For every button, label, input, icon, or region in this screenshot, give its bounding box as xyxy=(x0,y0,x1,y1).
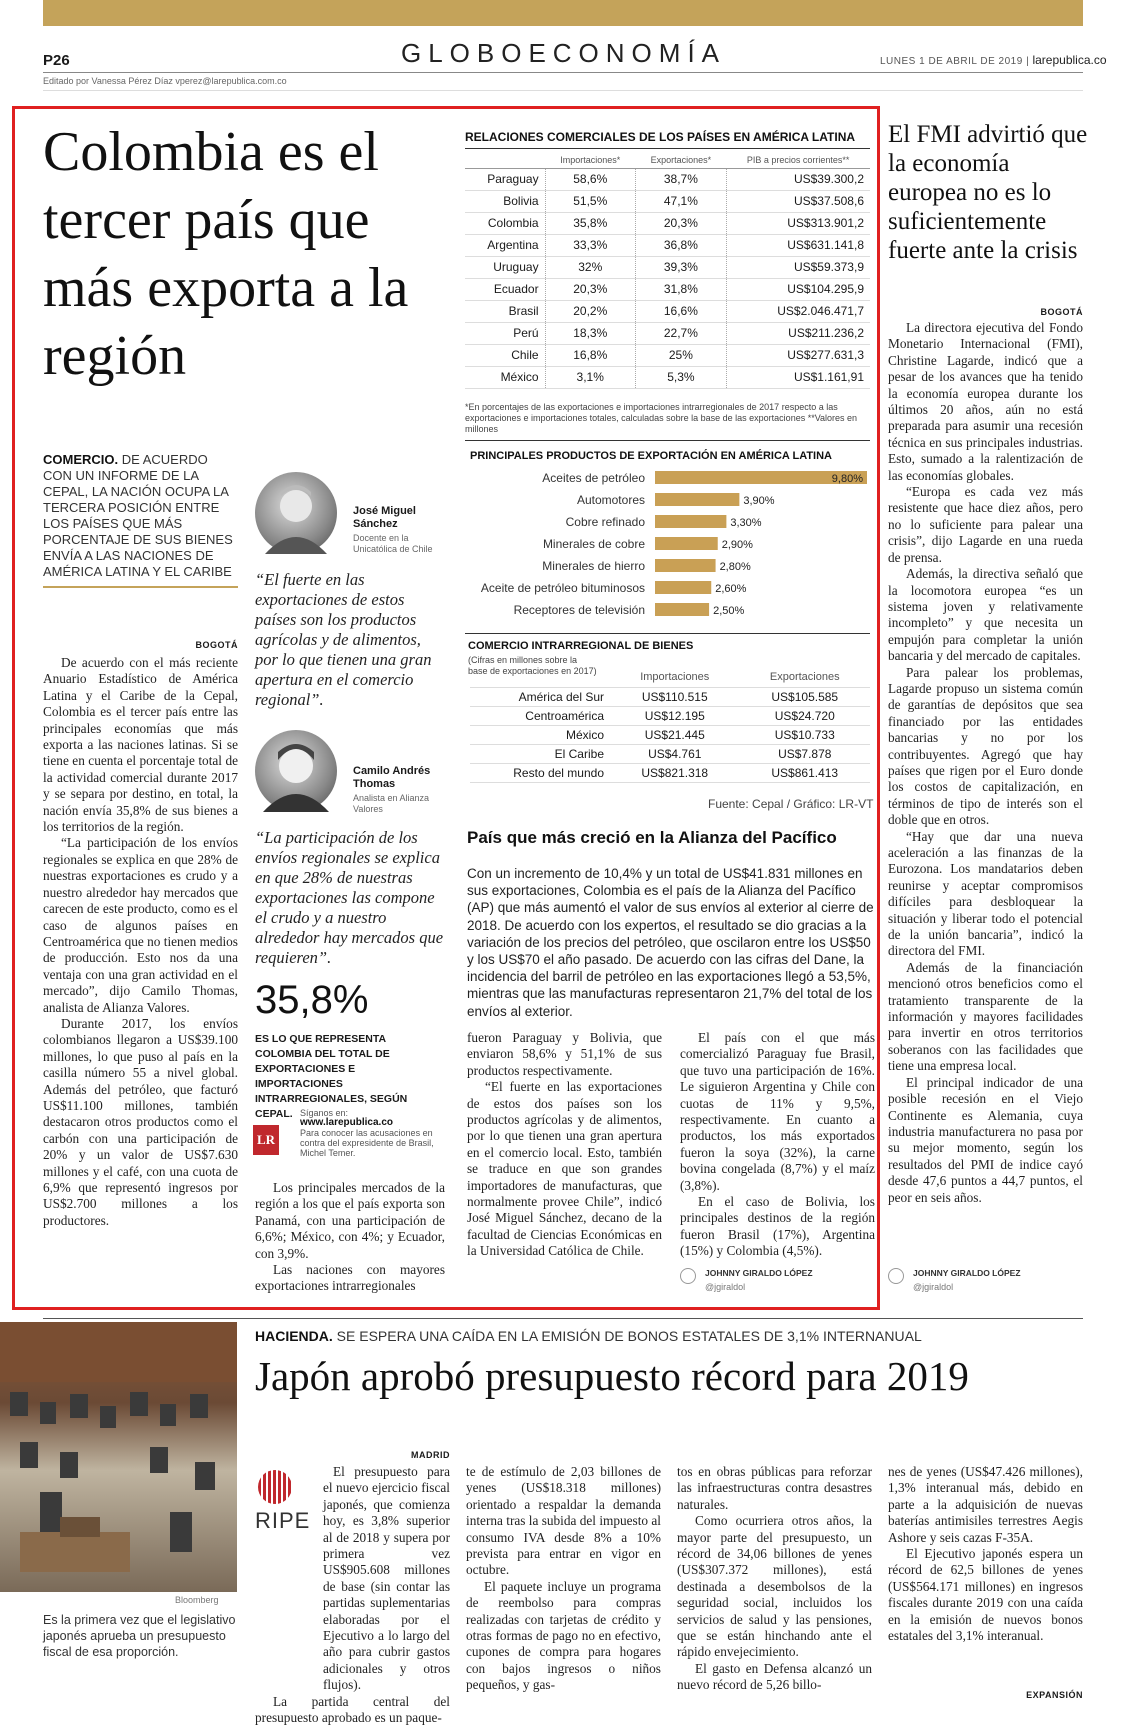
country-cell: Bolivia xyxy=(465,190,545,212)
paragraph: te de estímulo de 2,03 billones de yenes (US$18.318 millones) orientado a respaldar la demanda interna tras la subida del impuesto al consumo IVA desde 8% a 10% prevista para entrar en vigor en octubre. xyxy=(466,1464,661,1578)
chart-source: Fuente: Cepal / Gráfico: LR-VT xyxy=(708,797,874,811)
trade-relations-table xyxy=(465,152,870,389)
side-signature-name: JOHNNY GIRALDO LÓPEZ xyxy=(913,1268,1021,1278)
value-cell: US$861.413 xyxy=(740,763,871,782)
paragraph: nes de yenes (US$47.426 millones), 1,3% interanual más, debido en parte a la adquisición de nuevas baterías antimisiles terrestres Aegis Ashore y seis cazas F-35A. xyxy=(888,1464,1083,1545)
country-cell: Chile xyxy=(465,344,545,366)
value-cell: US$277.631,3 xyxy=(726,344,870,366)
article-col3-bottom xyxy=(467,1030,662,1260)
follow-box xyxy=(300,1108,450,1158)
paragraph: El paquete incluye un programa de reembolso para compras realizadas con tarjetas de crédito y otras formas de pago no en efectivo, cupones de compra para hogares con bajos ingresos o niños pequeños, y gas- xyxy=(466,1578,661,1693)
value-cell: 51,5% xyxy=(545,190,635,212)
bar-value-label: 9,80% xyxy=(831,473,863,485)
lr-logo-icon: LR xyxy=(253,1125,279,1155)
kicker xyxy=(43,452,238,588)
header-rule xyxy=(43,72,1083,73)
stat-value: 35,8% xyxy=(255,978,369,1022)
article-col1 xyxy=(43,655,238,1229)
location-tag: BOGOTÁ xyxy=(195,640,238,650)
bar-category-label: Aceite de petróleo bituminosos xyxy=(480,581,645,595)
region-cell: Resto del mundo xyxy=(470,763,610,782)
person1-role: Docente en la Unicatólica de Chile xyxy=(353,533,433,554)
paragraph: Además de la financiación mencionó otros beneficios como el tratamiento transparente de la información y mayores facilidades para invertir en otros territorios soberanos con las facilidades que tiene una empresa local. xyxy=(888,959,1083,1074)
side-article xyxy=(888,320,1083,1206)
bar-value-label: 3,90% xyxy=(743,495,775,507)
bar xyxy=(655,581,711,594)
paragraph: “El fuerte en las exportaciones de estos dos países son los productos agrícolas y de alimentos, por lo que tienen una gran apertura en el comercio local. Esto, también se traduce en que son grandes importadores de manufacturas, que normalmente provee Chile”, indicó José Miguel Sánchez, decano de la facultad de Ciencias Económicas en la Universidad Católica de Chile. xyxy=(467,1079,662,1259)
table-header-row xyxy=(465,152,870,168)
table2-note: (Cifras en millones sobre la base de exportaciones en 2017) xyxy=(468,655,597,676)
region-cell: México xyxy=(470,725,610,744)
value-cell: US$24.720 xyxy=(740,706,871,725)
export-products-chart xyxy=(465,465,875,625)
photo-caption: Es la primera vez que el legislativo japonés aprueba un presupuesto fiscal de esa proporción. xyxy=(43,1613,236,1659)
value-cell: US$104.295,9 xyxy=(726,278,870,300)
country-cell: Colombia xyxy=(465,212,545,234)
paragraph: Como ocurriera otros años, la mayor parte del presupuesto, un récord de 34,06 billones de yenes (US$307.372 millones), está destinada a desembolsos de la seguridad social, incluidos los servicios de salud y las pensiones, que se están hinchando ante el rápido envejecimiento. xyxy=(677,1513,872,1660)
value-cell: 5,3% xyxy=(635,366,726,388)
bar xyxy=(655,603,709,616)
page-number: P26 xyxy=(43,52,70,69)
avatar-jose-miguel xyxy=(255,472,337,554)
value-cell: US$821.318 xyxy=(610,763,740,782)
value-cell: 3,1% xyxy=(545,366,635,388)
value-cell: US$37.508,6 xyxy=(726,190,870,212)
intraregional-table xyxy=(470,668,870,783)
paragraph: El Ejecutivo japonés espera un récord de 62,5 billones de yenes (US$564.171 millones) en ingresos fiscales durante 2019 con una caída en la emisión de nuevos bonos estatales del 3,1% interanual. xyxy=(888,1546,1083,1644)
col-header: Importaciones xyxy=(610,668,740,687)
value-cell: 16,6% xyxy=(635,300,726,322)
table-row xyxy=(465,212,870,234)
table1-note: *En porcentajes de las exportaciones e importaciones intrarregionales de 2017 respecto a las exportaciones e importaciones totales, calculadas sobre la base de las exportaciones **Valores en millones xyxy=(465,402,858,434)
value-cell: US$631.141,8 xyxy=(726,234,870,256)
lead-paragraph: Con un incremento de 10,4% y un total de US$41.831 millones en sus exportaciones, Colombia es el país de la Alianza del Pacífico (AP) que más aumentó el valor de sus envíos al exterior al cierre de 2018. De acuerdo con los expertos, el resultado se dio gracias a la variación de los precios del petróleo, que oscilaron entre los US$50 y los US$70 el año pasado. De acuerdo con las cifras del Dane, la incidencia del barril de petróleo en las exportaciones llegó a 53,5%, mientras que las manufacturas representaron 21,7% del total de los envíos al exterior. xyxy=(467,866,874,1019)
region-cell: El Caribe xyxy=(470,744,610,763)
col-header: Importaciones* xyxy=(545,152,635,168)
bar xyxy=(655,493,739,506)
side-signature-handle[interactable]: @jgiraldol xyxy=(913,1282,954,1292)
signature-handle[interactable]: @jgiraldol xyxy=(705,1282,746,1292)
value-cell: 25% xyxy=(635,344,726,366)
country-cell: Uruguay xyxy=(465,256,545,278)
value-cell: US$7.878 xyxy=(740,744,871,763)
paragraph: La directora ejecutiva del Fondo Monetario Internacional (FMI), Christine Lagarde, indicó que a pesar de los avances que ha tenido la economía europea durante los últimos 20 años, aún no está preparada para asumir una recesión técnica en sus principales industrias. Esto, sumado a la ralentización de las economías globales. xyxy=(888,320,1083,483)
paragraph: Las naciones con mayores exportaciones intrarregionales xyxy=(255,1262,445,1294)
bar-value-label: 2,80% xyxy=(719,561,751,573)
value-cell: 20,2% xyxy=(545,300,635,322)
paragraph: “Hay que dar una nueva aceleración a las finanzas de la Eurozona. Los mandatarios deben reunirse y aceptar compromisos difíciles para desbloquear la situación y liberar todo el potencial de la unión bancaria”, indicó la directora del FMI. xyxy=(888,828,1083,959)
article-col4-bottom xyxy=(680,1030,875,1260)
country-cell: México xyxy=(465,366,545,388)
dateline: LUNES 1 DE ABRIL DE 2019 | larepublica.co xyxy=(880,53,1107,67)
table-row xyxy=(465,278,870,300)
kicker-label: COMERCIO. xyxy=(43,452,119,467)
table-header-row xyxy=(470,668,870,687)
bar xyxy=(655,515,726,528)
person1-quote: “El fuerte en las exportaciones de estos países son los productos agrícolas y de alimentos, por lo que tienen una gran apertura en el comercio regional”. xyxy=(255,570,432,709)
date: LUNES 1 DE ABRIL DE 2019 xyxy=(880,56,1023,67)
bar-category-label: Cobre refinado xyxy=(565,515,645,529)
table-row xyxy=(470,706,870,725)
bar-category-label: Automotores xyxy=(576,493,645,507)
table-row xyxy=(470,744,870,763)
follow-text: Para conocer las acusaciones en contra del expresidente de Brasil, Michel Temer. xyxy=(300,1128,434,1158)
stat-caption: ES LO QUE REPRESENTA COLOMBIA DEL TOTAL DE EXPORTACIONES E IMPORTACIONES INTRARREGIONALES, SEGÚN CEPAL. xyxy=(255,1033,408,1120)
col-header: PIB a precios corrientes** xyxy=(726,152,870,168)
value-cell: 35,8% xyxy=(545,212,635,234)
section-divider xyxy=(43,1318,1083,1319)
japan-headline: Japón aprobó presupuesto récord para 2019 xyxy=(255,1353,969,1399)
table-row xyxy=(465,366,870,388)
japan-location: MADRID xyxy=(411,1450,450,1460)
section-title: GLOBOECONOMÍA xyxy=(400,38,727,68)
chart-rule xyxy=(465,440,870,441)
paragraph: Los principales mercados de la región a los que el país exporta son Panamá, con una participación de 6,6%; México, con 4%; y Ecuador, con 3,9%. xyxy=(255,1180,445,1261)
paragraph: En el caso de Bolivia, los principales destinos de la región fueron Brasil (17%), Argentina (15%) y Colombia (4,5%). xyxy=(680,1194,875,1259)
bar-category-label: Minerales de hierro xyxy=(542,559,645,573)
bar-category-label: Receptores de televisión xyxy=(513,603,645,617)
person2-role: Analista en Alianza Valores xyxy=(353,793,430,814)
value-cell: US$1.161,91 xyxy=(726,366,870,388)
japan-kicker xyxy=(255,1328,922,1344)
value-cell: 36,8% xyxy=(635,234,726,256)
value-cell: 38,7% xyxy=(635,168,726,190)
paragraph: “Europa es cada vez más resistente que hace diez años, pero no lo suficiente para palear una crisis”, dijo Lagarde en una rueda de prensa. xyxy=(888,484,1083,565)
japan-col1 xyxy=(255,1464,450,1727)
country-cell: Perú xyxy=(465,322,545,344)
region-cell: América del Sur xyxy=(470,687,610,706)
follow-label: Síganos en: xyxy=(300,1108,349,1118)
main-headline: Colombia es el tercer país que más exporta a la región xyxy=(43,121,409,387)
japan-kicker-label: HACIENDA. xyxy=(255,1328,333,1344)
signature-name: JOHNNY GIRALDO LÓPEZ xyxy=(705,1268,813,1278)
bar-value-label: 2,50% xyxy=(713,605,745,617)
table2-title: COMERCIO INTRARREGIONAL DE BIENES xyxy=(468,640,694,652)
avatar-camilo xyxy=(255,730,337,812)
person2-quote: “La participación de los envíos regionales se explica en que 28% de nuestras exportaciones las compone el crudo y a nuestro alrededor hay mercados que requieren”. xyxy=(255,828,444,967)
value-cell: 20,3% xyxy=(545,278,635,300)
ripe-logo-text: RIPE xyxy=(255,1508,311,1533)
paragraph: fueron Paraguay y Bolivia, que enviaron 58,6% y 51,1% de sus productos respectivamente. xyxy=(467,1030,662,1078)
kicker-text: DE ACUERDO CON UN INFORME DE LA CEPAL, LA NACIÓN OCUPA LA TERCERA POSICIÓN ENTRE LOS PAÍSES QUE MÁS PORCENTAJE DE SUS BIENES ENVÍA A LAS NACIONES DE AMÉRICA LATINA Y EL CARIBE xyxy=(43,452,233,579)
value-cell: US$4.761 xyxy=(610,744,740,763)
site-link[interactable]: larepublica.co xyxy=(1032,53,1107,67)
table-row xyxy=(465,168,870,190)
chart-title: PRINCIPALES PRODUCTOS DE EXPORTACIÓN EN AMÉRICA LATINA xyxy=(470,450,833,462)
table1-title: RELACIONES COMERCIALES DE LOS PAÍSES EN AMÉRICA LATINA xyxy=(465,130,856,144)
japan-parliament-photo xyxy=(0,1322,237,1592)
bar xyxy=(655,559,716,572)
editor-credit: Editado por Vanessa Pérez Díaz vperez@larepublica.com.co xyxy=(43,76,287,86)
value-cell: US$59.373,9 xyxy=(726,256,870,278)
photo-credit: Bloomberg xyxy=(175,1595,219,1605)
person1-name: José Miguel Sánchez xyxy=(353,505,416,530)
paragraph: Durante 2017, los envíos colombianos llegaron a US$39.100 millones, lo que puso al país en la casilla número 55 a nivel global. Además del petróleo, que facturó US$11.100 millones, también destacaron otros productos como el carbón con una participación de 20% y un valor de US$7.630 millones y el café, con una cuota de 6,9% que representó ingresos por US$2.700 millones a los productores. xyxy=(43,1015,238,1228)
follow-url[interactable]: www.larepublica.co xyxy=(300,1117,393,1128)
paragraph: El gasto en Defensa alcanzó un nuevo récord de 5,26 billo- xyxy=(677,1660,872,1693)
region-cell: Centroamérica xyxy=(470,706,610,725)
paragraph: “La participación de los envíos regionales se explica en que 28% de nuestras exportaciones es crudo y a nuestro alrededor hay mercados que carecen de este producto, como es el caso de algunos países en Centroamérica que no tienen medios de producción. Esto nos da una ventaja con una gran actividad en el mercado”, dijo Camilo Thomas, analista de Alianza Valores. xyxy=(43,835,238,1015)
subheadline: País que más creció en la Alianza del Pacífico xyxy=(467,828,837,847)
value-cell: 58,6% xyxy=(545,168,635,190)
editor-rule xyxy=(43,90,1083,91)
paragraph: De acuerdo con el más reciente Anuario Estadístico de América Latina y el Caribe de la Cepal, Colombia es el tercer país entre las principales economías que más exporta a las naciones latinas. Si se tiene en cuenta el porcentaje total de la actividad comercial durante 2017 y se separa por destino, en total, la nación envía 35,8% de sus bienes a los territorios de la región. xyxy=(43,655,238,835)
side-location: BOGOTÁ xyxy=(1040,307,1083,317)
bar-value-label: 2,90% xyxy=(721,539,753,551)
value-cell: US$21.445 xyxy=(610,725,740,744)
paragraph: La partida central del presupuesto aprobado es un paque- xyxy=(255,1693,450,1726)
bar-category-label: Minerales de cobre xyxy=(542,537,645,551)
japan-col2 xyxy=(466,1464,661,1694)
country-cell: Brasil xyxy=(465,300,545,322)
table1-rule xyxy=(465,148,870,149)
paragraph: tos en obras públicas para reforzar las infraestructuras contra desastres naturales. xyxy=(677,1464,872,1512)
value-cell: 31,8% xyxy=(635,278,726,300)
value-cell: US$12.195 xyxy=(610,706,740,725)
japan-col3 xyxy=(677,1464,872,1694)
signature-icon xyxy=(680,1268,696,1284)
person2-name: Camilo Andrés Thomas xyxy=(353,765,431,790)
value-cell: US$10.733 xyxy=(740,725,871,744)
table-row xyxy=(465,190,870,212)
value-cell: 16,8% xyxy=(545,344,635,366)
bar-value-label: 2,60% xyxy=(715,583,747,595)
japan-source: EXPANSIÓN xyxy=(1026,1690,1083,1700)
value-cell: 33,3% xyxy=(545,234,635,256)
table-row xyxy=(465,234,870,256)
article-col2-bottom xyxy=(255,1180,445,1295)
country-cell: Ecuador xyxy=(465,278,545,300)
paragraph: El principal indicador de una posible recesión en el Viejo Continente es Alemania, cuya industria manufacturera no pasa por su mejor momento, según los resultados del PMI de indice cayó desde 47,6 puntos a 44,7 puntos, el peor en seis años. xyxy=(888,1074,1083,1205)
country-cell: Argentina xyxy=(465,234,545,256)
col-header: Exportaciones xyxy=(740,668,871,687)
value-cell: US$2.046.471,7 xyxy=(726,300,870,322)
value-cell: US$39.300,2 xyxy=(726,168,870,190)
paragraph: Para palear los problemas, Lagarde propuso un sistema común de garantías de depósitos que sea financiado por las entidades bancarias y no por los contribuyentes. Agregó que hay países que rigen por el Euro donde los costos de capitalización, en términos de tipo de interés son el doble que en otros. xyxy=(888,664,1083,828)
value-cell: 18,3% xyxy=(545,322,635,344)
value-cell: 39,3% xyxy=(635,256,726,278)
table-row xyxy=(465,344,870,366)
bar-category-label: Aceites de petróleo xyxy=(542,471,645,485)
japan-col4 xyxy=(888,1464,1083,1644)
table-row xyxy=(470,763,870,782)
value-cell: 32% xyxy=(545,256,635,278)
table-row xyxy=(465,322,870,344)
bar xyxy=(655,537,718,550)
paragraph: Además, la directiva señaló que la locomotora europea “es un sistema joven y relativamente incompleto” y que necesita un empujón para completar la unión bancaria y del mercado de capitales. xyxy=(888,566,1083,664)
paragraph: El país con el que más comercializó Paraguay fue Brasil, que tuvo una participación de 16%. Le siguieron Argentina y Chile con cuotas de 11% y 9,5%, respectivamente. En cuanto a productos, los más exportados fueron la soya (32%), la carne bovina congelada (8,7%) y el maíz (3,8%). xyxy=(680,1030,875,1193)
table-row xyxy=(470,725,870,744)
value-cell: US$105.585 xyxy=(740,687,871,706)
value-cell: 20,3% xyxy=(635,212,726,234)
japan-kicker-text: SE ESPERA UNA CAÍDA EN LA EMISIÓN DE BONOS ESTATALES DE 3,1% INTERNANUAL xyxy=(336,1328,922,1344)
paragraph: El presupuesto para el nuevo ejercicio fiscal japonés, que comienza hoy, es 3,8% superior al de 2018 y supera por primera vez US$905.608 millones de base (sin contar las partidas suplementarias elaboradas por el Ejecutivo a lo largo del año para cubrir gastos adicionales y otros flujos). xyxy=(323,1464,450,1693)
top-color-bar xyxy=(43,0,1083,26)
table-row xyxy=(465,300,870,322)
side-signature-icon xyxy=(888,1268,904,1284)
col-header: Exportaciones* xyxy=(635,152,726,168)
value-cell: US$110.515 xyxy=(610,687,740,706)
value-cell: US$211.236,2 xyxy=(726,322,870,344)
bar-value-label: 3,30% xyxy=(730,517,762,529)
value-cell: 22,7% xyxy=(635,322,726,344)
country-cell: Paraguay xyxy=(465,168,545,190)
table-row xyxy=(470,687,870,706)
side-headline: El FMI advirtió que la economía europea no es lo suficientemente fuerte ante la crisis xyxy=(888,121,1088,264)
value-cell: 47,1% xyxy=(635,190,726,212)
table-row xyxy=(465,256,870,278)
table2-rule xyxy=(465,633,870,634)
value-cell: US$313.901,2 xyxy=(726,212,870,234)
